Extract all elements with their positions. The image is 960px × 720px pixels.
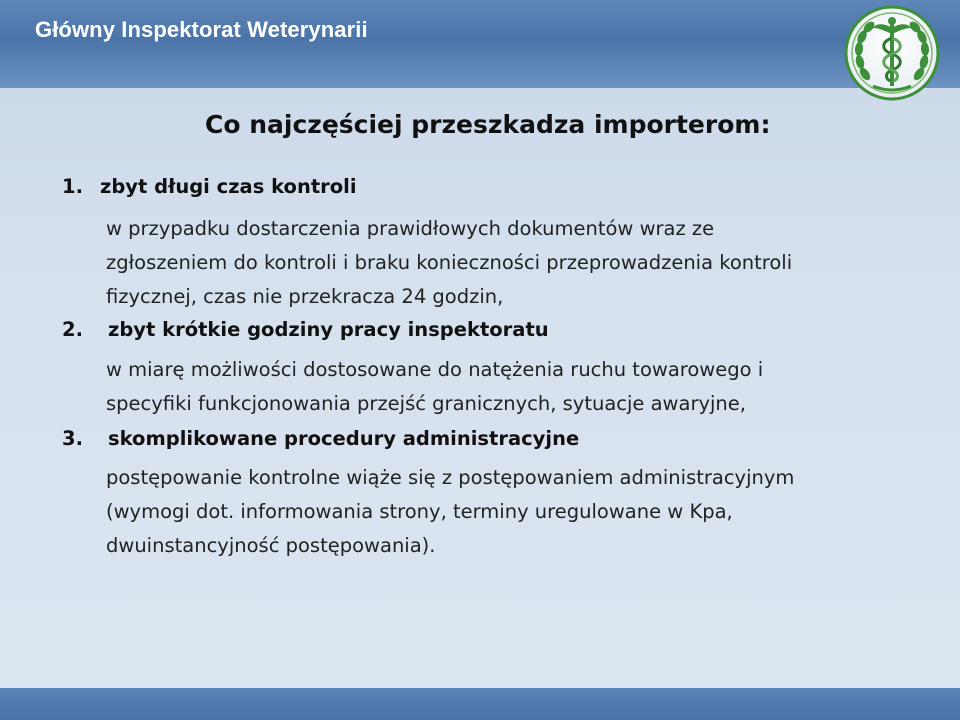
description-line: (wymogi dot. informowania strony, terminy uregulowane w Kpa,	[106, 500, 733, 523]
header-title: Główny Inspektorat Weterynarii	[35, 17, 368, 42]
description-line: postępowanie kontrolne wiąże się z postępowaniem administracyjnym	[106, 466, 795, 489]
description-line: zgłoszeniem do kontroli i braku konieczności przeprowadzenia kontroli	[106, 251, 793, 274]
list-item-number: 3.	[62, 427, 83, 450]
list-item-label: zbyt długi czas kontroli	[100, 175, 357, 198]
description-line: fizycznej, czas nie przekracza 24 godzin,	[106, 285, 504, 308]
description-line: specyfiki funkcjonowania przejść granicznych, sytuacje awaryjne,	[106, 392, 746, 415]
description-line: w przypadku dostarczenia prawidłowych dokumentów wraz ze	[106, 217, 715, 240]
description-line: w miarę możliwości dostosowane do natężenia ruchu towarowego i	[106, 358, 764, 381]
description-line: dwuinstancyjność postępowania).	[106, 534, 436, 557]
list-item-number: 1.	[62, 175, 83, 198]
footer-bar	[0, 688, 960, 720]
list-item-label: zbyt krótkie godziny pracy inspektoratu	[108, 318, 549, 341]
list-item-description	[106, 353, 886, 421]
list-item-number: 2.	[62, 318, 83, 341]
list-item-label: skomplikowane procedury administracyjne	[108, 427, 580, 450]
list-item-description	[106, 212, 886, 314]
slide-title: Co najczęściej przeszkadza importerom:	[205, 110, 771, 139]
list-item-description	[106, 461, 886, 563]
